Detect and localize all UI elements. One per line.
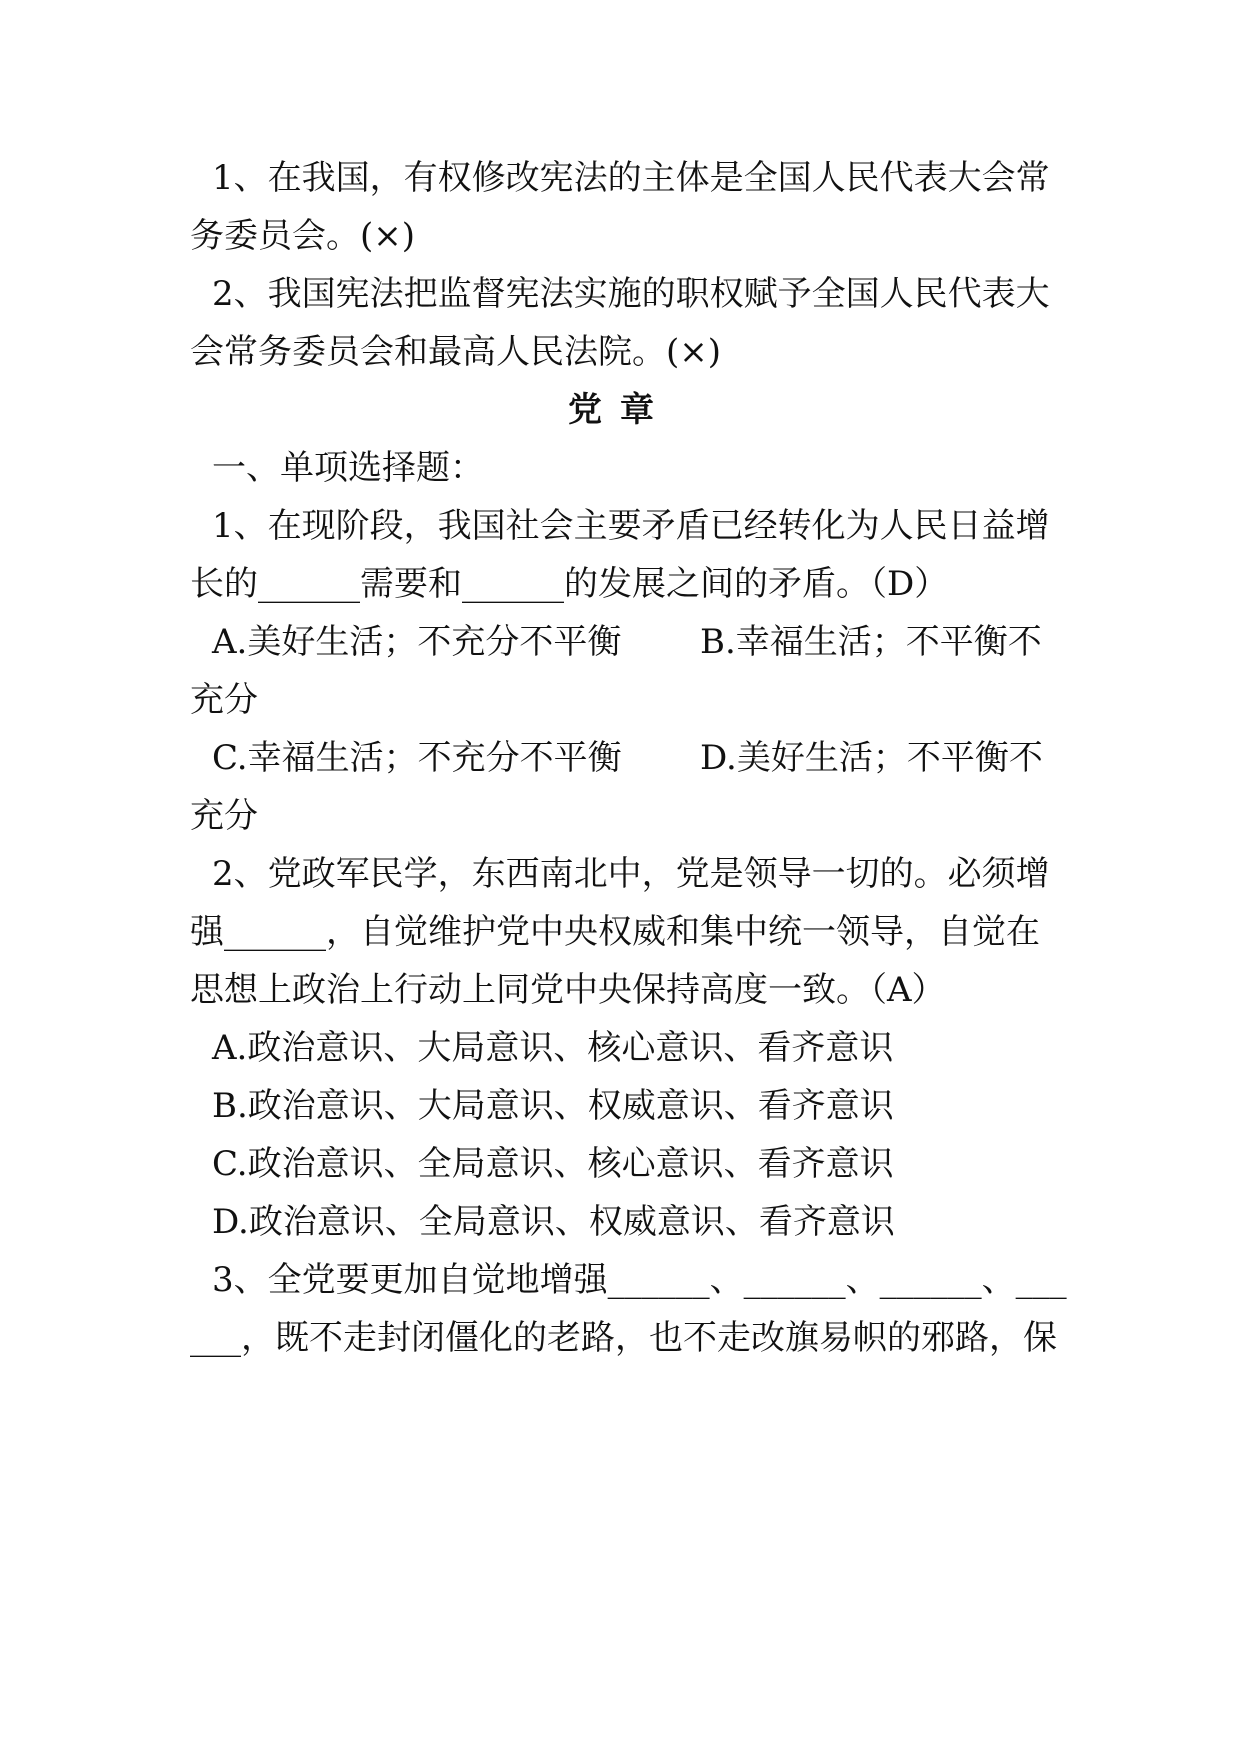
q2-line-2: 强______，自觉维护党中央权威和集中统一领导，自觉在 — [190, 912, 1040, 952]
q1-line-1: 1、在现阶段，我国社会主要矛盾已经转化为人民日益增 — [212, 506, 1050, 546]
q2-line-3: 思想上政治上行动上同党中央保持高度一致。（A） — [190, 970, 946, 1010]
tf-question-2-line-1: 2、我国宪法把监督宪法实施的职权赋予全国人民代表大 — [212, 274, 1050, 314]
tf-question-1-line-2: 务委员会。(×) — [190, 216, 416, 256]
q2-option-d: D.政治意识、全局意识、权威意识、看齐意识 — [212, 1202, 895, 1242]
q1-option-d-continued: 充分 — [190, 796, 258, 836]
tf-question-2-line-2: 会常务委员会和最高人民法院。(×) — [190, 332, 722, 372]
section-title: 党章 — [568, 390, 672, 430]
q1-option-b: B.幸福生活；不平衡不 — [700, 622, 1042, 662]
q1-option-c: C.幸福生活；不充分不平衡 — [212, 738, 622, 778]
tf-question-1-line-1: 1、在我国，有权修改宪法的主体是全国人民代表大会常 — [212, 158, 1050, 198]
q2-line-1: 2、党政军民学，东西南北中，党是领导一切的。必须增 — [212, 854, 1050, 894]
q3-line-2: ___，既不走封闭僵化的老路，也不走改旗易帜的邪路，保 — [190, 1318, 1057, 1358]
q2-option-a: A.政治意识、大局意识、核心意识、看齐意识 — [212, 1028, 894, 1068]
q1-line-2: 长的______需要和______的发展之间的矛盾。（D） — [190, 564, 949, 604]
q3-line-1: 3、全党要更加自觉地增强______、______、______、___ — [212, 1260, 1067, 1300]
q1-option-b-continued: 充分 — [190, 680, 258, 720]
mc-heading: 一、单项选择题： — [212, 448, 484, 488]
q1-option-a: A.美好生活；不充分不平衡 — [212, 622, 622, 662]
q2-option-b: B.政治意识、大局意识、权威意识、看齐意识 — [212, 1086, 894, 1126]
q1-option-d: D.美好生活；不平衡不 — [700, 738, 1043, 778]
q2-option-c: C.政治意识、全局意识、核心意识、看齐意识 — [212, 1144, 894, 1184]
